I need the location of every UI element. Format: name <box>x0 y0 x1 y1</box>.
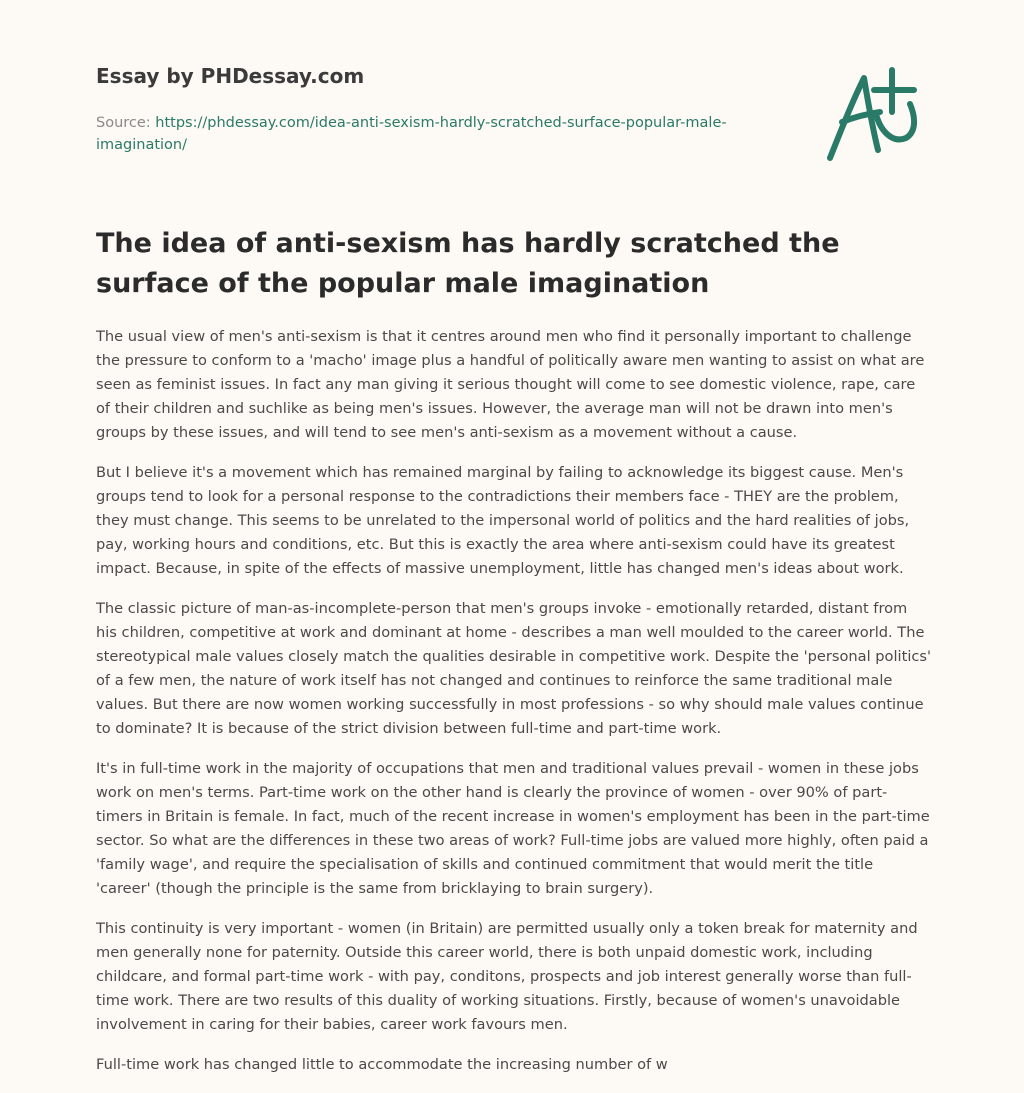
source-label: Source: <box>96 115 151 131</box>
source-line <box>96 112 796 156</box>
site-title: Essay by PHDessay.com <box>96 64 365 88</box>
essay-content <box>96 325 932 1093</box>
paragraph: The usual view of men's anti-sexism is that it centres around men who find it personally important to challenge the pressure to conform to a 'macho' image plus a handful of politically aware men wanting to assist on what are seen as feminist issues. In fact any man giving it serious thought will come to see domestic violence, rape, care of their children and suchlike as being men's issues. However, the average man will not be drawn into men's groups by these issues, and will tend to see men's anti-sexism as a movement without a cause. <box>96 328 925 441</box>
a-plus-logo-icon <box>824 66 928 170</box>
paragraph: Full-time work has changed little to accommodate the increasing number of w <box>96 1056 668 1073</box>
source-link[interactable]: https://phdessay.com/idea-anti-sexism-hardly-scratched-surface-popular-male-imagination/ <box>96 115 727 153</box>
paragraph: This continuity is very important - women (in Britain) are permitted usually only a token break for maternity and men generally none for paternity. Outside this career world, there is both unpaid domestic work, including childcare, and formal part-time work - with pay, conditons, prospects and job interest generally worse than full-time work. There are two results of this duality of working situations. Firstly, because of women's unavoidable involvement in caring for their babies, career work favours men. <box>96 920 918 1033</box>
paragraph: The classic picture of man-as-incomplete-person that men's groups invoke - emotionally retarded, distant from his children, competitive at work and dominant at home - describes a man well moulded to the career world. The stereotypical male values closely match the qualities desirable in competitive work. Despite the 'personal politics' of a few men, the nature of work itself has not changed and continues to reinforce the same traditional male values. But there are now women working successfully in most professions - so why should male values continue to dominate? It is because of the strict division between full-time and part-time work. <box>96 600 932 737</box>
essay-title: The idea of anti-sexism has hardly scratched the surface of the popular male imagination <box>96 228 840 299</box>
paragraph: But I believe it's a movement which has remained marginal by failing to acknowledge its biggest cause. Men's groups tend to look for a personal response to the contradictions their members face - THEY are the problem, they must change. This seems to be unrelated to the impersonal world of politics and the hard realities of jobs, pay, working hours and conditions, etc. But this is exactly the area where anti-sexism could have its greatest impact. Because, in spite of the effects of massive unemployment, little has changed men's ideas about work. <box>96 464 910 577</box>
paragraph: It's in full-time work in the majority of occupations that men and traditional values prevail - women in these jobs work on men's terms. Part-time work on the other hand is clearly the province of women - over 90% of part-timers in Britain is female. In fact, much of the recent increase in women's employment has been in the part-time sector. So what are the differences in these two areas of work? Full-time jobs are valued more highly, often paid a 'family wage', and require the specialisation of skills and continued commitment that would merit the title 'career' (though the principle is the same from bricklaying to brain surgery). <box>96 760 930 897</box>
